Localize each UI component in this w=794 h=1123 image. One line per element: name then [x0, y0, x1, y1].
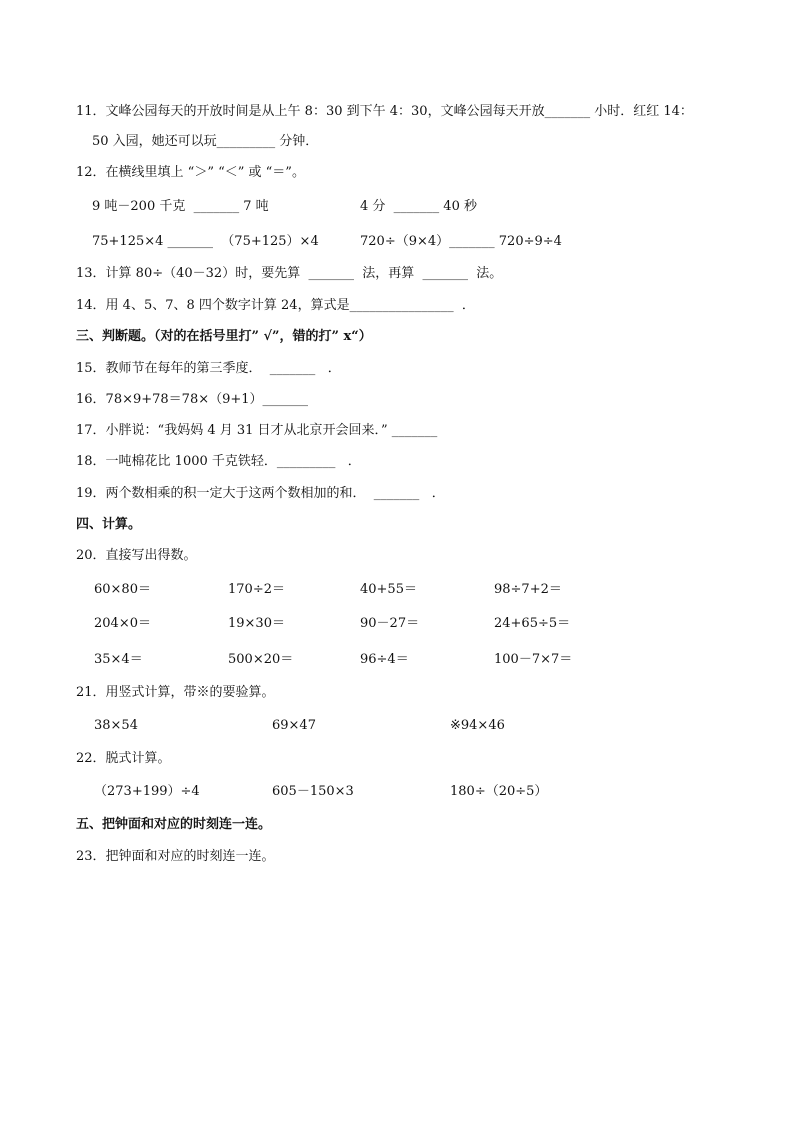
- question-23: 23．把钟面和对应的时刻连一连。: [76, 849, 275, 864]
- question-12-item-3: 75+125×4 _______ （75+125）×4: [92, 234, 319, 249]
- question-13: 13．计算 80÷（40－32）时，要先算 _______ 法，再算 _______ 法。: [76, 266, 503, 281]
- question-12-title: 12．在横线里填上 “＞” “＜” 或 “＝”。: [76, 165, 305, 180]
- calc-item: 204×0＝: [94, 616, 151, 631]
- question-19: 19．两个数相乘的积一定大于这两个数相加的和． _______ ．: [76, 486, 445, 501]
- question-11-line-2: 50 入园，她还可以玩_________ 分钟．: [92, 134, 319, 149]
- stepwise-calc-item: （273+199）÷4: [94, 784, 200, 799]
- question-21-title: 21．用竖式计算，带※的要验算。: [76, 685, 275, 700]
- question-11-line-1: 11．文峰公园每天的开放时间是从上午 8：30 到下午 4：30，文峰公园每天开放_______ 小时．红红 14：: [76, 104, 693, 119]
- calc-item: 60×80＝: [94, 582, 151, 597]
- stepwise-calc-item: 605－150×3: [272, 784, 354, 799]
- question-17: 17．小胖说：“我妈妈 4 月 31 日才从北京开会回来．” _______: [76, 423, 438, 438]
- vertical-calc-item: 69×47: [272, 718, 316, 733]
- calc-item: 500×20＝: [228, 652, 294, 667]
- question-12-item-2: 4 分 _______ 40 秒: [360, 199, 477, 214]
- question-18: 18．一吨棉花比 1000 千克铁轻．_________ ．: [76, 454, 361, 469]
- vertical-calc-item: 38×54: [94, 718, 138, 733]
- calc-item: 100－7×7＝: [494, 652, 573, 667]
- calc-item: 90－27＝: [360, 616, 420, 631]
- stepwise-calc-item: 180÷（20÷5）: [450, 784, 548, 799]
- question-12-item-4: 720÷（9×4）_______ 720÷9÷4: [360, 234, 562, 249]
- section-3-heading: 三、判断题。（对的在括号里打” √”，错的打” x“）: [76, 329, 372, 344]
- vertical-calc-item: ※94×46: [450, 718, 505, 733]
- calc-item: 170÷2＝: [228, 582, 285, 597]
- section-5-heading: 五、把钟面和对应的时刻连一连。: [76, 817, 272, 832]
- question-20-title: 20．直接写出得数。: [76, 548, 197, 563]
- question-15: 15．教师节在每年的第三季度． _______ ．: [76, 361, 341, 376]
- calc-item: 96÷4＝: [360, 652, 409, 667]
- question-12-item-1: 9 吨－200 千克 _______ 7 吨: [92, 199, 269, 214]
- section-4-heading: 四、计算。: [76, 517, 142, 532]
- calc-item: 24+65÷5＝: [494, 616, 571, 631]
- question-16: 16．78×9+78＝78×（9+1）_______: [76, 392, 309, 407]
- question-14: 14．用 4、5、7、8 四个数字计算 24，算式是________________ ．: [76, 298, 475, 313]
- question-22-title: 22．脱式计算。: [76, 751, 171, 766]
- calc-item: 40+55＝: [360, 582, 417, 597]
- calc-item: 19×30＝: [228, 616, 285, 631]
- calc-item: 35×4＝: [94, 652, 143, 667]
- calc-item: 98÷7+2＝: [494, 582, 562, 597]
